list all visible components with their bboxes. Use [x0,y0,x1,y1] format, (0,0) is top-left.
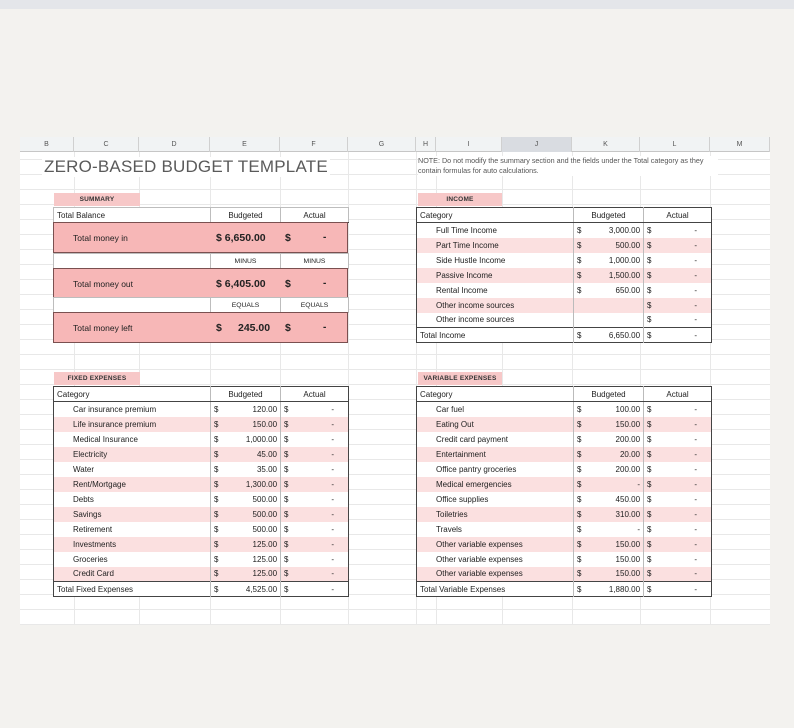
row-category: Other variable expenses [436,554,523,564]
row-budget-value[interactable] [588,298,644,313]
row-actual-symbol: $ [644,417,658,432]
row-budget-value[interactable]: 125.00 [225,537,281,552]
row-budget-symbol: $ [211,432,225,447]
row-category: Side Hustle Income [436,255,506,265]
income-category-header: Category [417,208,574,223]
total-money-out-actual-symbol: $ [285,278,291,290]
row-actual-symbol: $ [281,447,295,462]
row-budget-value[interactable]: 650.00 [615,285,641,295]
column-header-d[interactable]: D [139,137,210,152]
row-actual-symbol: $ [281,477,295,492]
summary-tag: SUMMARY [54,193,140,206]
table-row[interactable] [54,567,349,582]
row-category: Other income sources [417,298,574,313]
row-category: Investments [54,537,211,552]
table-row[interactable] [54,462,349,477]
table-row[interactable] [417,283,712,298]
table-row[interactable] [417,417,712,432]
row-actual-symbol: $ [281,522,295,537]
row-budget-symbol: $ [574,522,588,537]
column-header-h[interactable]: H [416,137,436,152]
row-budget-value[interactable]: 125.00 [252,554,278,564]
row-category: Electricity [54,447,211,462]
row-actual-symbol: $ [281,507,295,522]
row-actual-symbol: $ [644,567,658,582]
table-row[interactable] [417,537,712,552]
table-row[interactable] [54,432,349,447]
row-budget-symbol: $ [574,223,588,238]
row-actual-value[interactable]: - [694,404,698,414]
row-budget-value[interactable]: - [588,477,644,492]
total-money-left-label: Total money left [73,323,133,333]
row-category: Passive Income [417,268,574,283]
row-budget-symbol: $ [574,552,588,567]
table-row[interactable] [54,492,349,507]
row-budget-value[interactable]: 150.00 [588,417,644,432]
row-budget-value[interactable]: 500.00 [252,524,278,534]
row-budget-value[interactable]: 200.00 [615,434,641,444]
total-money-left-actual[interactable]: - [323,322,327,333]
table-row[interactable] [54,537,349,552]
row-actual-symbol: $ [281,417,295,432]
top-band [0,0,794,9]
row-budget-symbol: $ [211,522,225,537]
total-money-in-value[interactable]: $ 6,650.00 [216,232,266,244]
minus-label-actual: MINUS [281,254,349,269]
formula-note: NOTE: Do not modify the summary section and the fields under the Total category as they contain formulas for auto calculations. [418,156,718,176]
row-budget-value[interactable]: 120.00 [252,404,278,414]
summary-budgeted-header: Budgeted [211,208,281,223]
row-actual-value[interactable]: - [295,537,349,552]
income-total-actual: - [694,330,698,340]
row-actual-value[interactable]: - [295,447,349,462]
column-header-bar [20,137,770,152]
row-category: Car insurance premium [73,404,157,414]
row-budget-symbol: $ [574,238,588,253]
income-actual-header: Actual [644,208,712,223]
row-budget-symbol: $ [574,417,588,432]
row-budget-symbol: $ [211,492,225,507]
row-category: Rental Income [436,285,488,295]
table-row[interactable] [54,552,349,567]
table-row[interactable] [417,402,712,417]
fixed-total-actual-symbol: $ [281,582,295,597]
row-actual-value[interactable]: - [658,238,712,253]
row-actual-value[interactable]: - [694,434,698,444]
row-actual-value[interactable]: - [658,268,712,283]
row-actual-value[interactable]: - [295,417,349,432]
table-row[interactable] [417,313,712,328]
row-category: Other variable expenses [417,567,574,582]
row-category: Medical emergencies [417,477,574,492]
row-category: Other income sources [436,315,515,325]
table-row[interactable] [54,477,349,492]
total-money-out-value[interactable]: $ 6,405.00 [216,278,266,290]
row-budget-value[interactable]: 45.00 [225,447,281,462]
row-category: Travels [436,524,462,534]
fixed-total-actual: - [331,584,335,594]
fixed-expenses-table [53,386,349,597]
row-budget-symbol: $ [574,268,588,283]
column-header-l[interactable]: L [640,137,710,152]
row-budget-symbol: $ [211,402,225,417]
row-budget-symbol [574,313,588,328]
row-actual-value[interactable]: - [331,524,335,534]
row-category: Savings [54,507,211,522]
total-money-left-row[interactable] [53,312,348,343]
row-category: Full Time Income [436,225,497,235]
row-budget-symbol: $ [211,567,225,582]
row-actual-symbol: $ [644,238,658,253]
total-money-left-actual-symbol: $ [285,322,291,334]
row-budget-symbol: $ [211,447,225,462]
row-budget-symbol: $ [574,432,588,447]
minus-row [53,253,349,269]
row-actual-symbol: $ [644,313,658,328]
fixed-actual-header: Actual [281,387,349,402]
equals-row [53,297,349,313]
row-budget-value[interactable]: 1,000.00 [608,255,641,265]
row-category: Credit card payment [436,434,509,444]
row-budget-symbol: $ [574,492,588,507]
row-actual-symbol: $ [644,492,658,507]
row-actual-value[interactable]: - [295,477,349,492]
row-category: Other variable expenses [417,537,574,552]
row-budget-symbol: $ [211,462,225,477]
income-table [416,207,712,343]
row-budget-symbol: $ [211,477,225,492]
row-category: Retirement [73,524,113,534]
row-actual-symbol: $ [644,402,658,417]
table-row[interactable] [417,223,712,238]
row-actual-value[interactable]: - [295,507,349,522]
row-actual-symbol: $ [644,268,658,283]
table-row[interactable] [54,507,349,522]
row-budget-symbol: $ [574,283,588,298]
row-actual-value[interactable]: - [658,447,712,462]
row-budget-value[interactable]: 20.00 [588,447,644,462]
variable-total-actual: - [694,584,698,594]
total-money-left-value[interactable]: 245.00 [238,322,271,334]
row-actual-value[interactable]: - [658,477,712,492]
table-row[interactable] [54,417,349,432]
row-actual-symbol: $ [644,477,658,492]
row-actual-symbol: $ [281,432,295,447]
row-category: Eating Out [417,417,574,432]
row-budget-value[interactable]: 1,300.00 [225,477,281,492]
row-actual-value[interactable]: - [658,507,712,522]
row-actual-value[interactable]: - [331,494,335,504]
variable-total-symbol: $ [574,582,588,597]
row-budget-value[interactable]: 150.00 [225,417,281,432]
row-budget-symbol: $ [574,447,588,462]
row-actual-value[interactable]: - [658,537,712,552]
row-actual-value[interactable]: - [331,464,335,474]
row-budget-value[interactable]: 3,000.00 [608,225,641,235]
row-budget-symbol: $ [211,537,225,552]
variable-total-label: Total Variable Expenses [420,584,506,594]
table-row[interactable] [417,567,712,582]
row-budget-symbol: $ [574,567,588,582]
total-money-out-actual[interactable]: - [323,278,327,289]
column-header-f[interactable]: F [280,137,348,152]
row-budget-symbol: $ [211,507,225,522]
row-actual-symbol: $ [644,283,658,298]
table-row[interactable] [417,298,712,313]
row-actual-symbol: $ [281,402,295,417]
row-budget-value[interactable]: 500.00 [225,507,281,522]
variable-total-value: 1,880.00 [608,584,641,594]
row-actual-symbol: $ [644,432,658,447]
row-budget-value[interactable]: 35.00 [256,464,278,474]
row-budget-value[interactable]: 1,000.00 [245,434,278,444]
income-budgeted-header: Budgeted [574,208,644,223]
row-budget-symbol: $ [574,402,588,417]
total-money-in-actual[interactable]: - [323,232,327,243]
row-budget-value[interactable]: 150.00 [615,554,641,564]
row-category: Water [73,464,95,474]
equals-label-actual: EQUALS [281,298,349,313]
table-row[interactable] [417,477,712,492]
minus-label: MINUS [211,254,281,269]
row-actual-symbol: $ [281,552,295,567]
table-row[interactable] [417,522,712,537]
fixed-budgeted-header: Budgeted [211,387,281,402]
table-row[interactable] [54,402,349,417]
row-category: Car fuel [436,404,465,414]
column-header-b[interactable]: B [20,137,74,152]
summary-label: Total Balance [54,208,211,223]
row-actual-value[interactable]: - [694,255,698,265]
column-header-m[interactable]: M [710,137,770,152]
row-budget-value[interactable]: 500.00 [252,494,278,504]
table-row[interactable] [54,447,349,462]
fixed-total-value: 4,525.00 [245,584,278,594]
row-actual-symbol: $ [644,552,658,567]
table-row[interactable] [417,432,712,447]
column-header-c[interactable]: C [74,137,139,152]
row-actual-symbol: $ [281,492,295,507]
table-row[interactable] [417,462,712,477]
column-header-k[interactable]: K [572,137,640,152]
total-money-in-label: Total money in [73,233,128,243]
row-actual-value[interactable]: - [331,554,335,564]
income-total-label: Total Income [420,330,466,340]
total-money-in-row[interactable] [53,222,348,253]
row-category: Rent/Mortgage [54,477,211,492]
row-actual-value[interactable]: - [295,567,349,582]
row-category: Life insurance premium [54,417,211,432]
row-budget-symbol: $ [211,417,225,432]
row-budget-value[interactable]: 150.00 [588,537,644,552]
row-actual-value[interactable]: - [331,434,335,444]
row-budget-value[interactable]: 1,500.00 [588,268,644,283]
income-total-actual-symbol: $ [644,328,658,343]
total-money-in-actual-symbol: $ [285,232,291,244]
row-actual-symbol: $ [644,522,658,537]
row-category: Part Time Income [417,238,574,253]
income-total-value: 6,650.00 [608,330,641,340]
row-budget-symbol: $ [574,462,588,477]
table-row[interactable] [417,268,712,283]
row-budget-symbol: $ [574,253,588,268]
row-category: Office pantry groceries [436,464,517,474]
column-header-i[interactable]: I [436,137,502,152]
variable-total-actual-symbol: $ [644,582,658,597]
row-budget-value[interactable]: 500.00 [588,238,644,253]
table-row[interactable] [417,253,712,268]
row-budget-value[interactable]: 450.00 [615,494,641,504]
row-actual-value[interactable]: - [658,567,712,582]
total-money-out-label: Total money out [73,279,134,289]
summary-header-table [53,207,349,223]
summary-actual-header: Actual [281,208,349,223]
table-row[interactable] [417,447,712,462]
row-actual-value[interactable]: - [331,404,335,414]
variable-category-header: Category [417,387,574,402]
table-row[interactable] [54,522,349,537]
row-category: Groceries [73,554,108,564]
fixed-total-symbol: $ [211,582,225,597]
row-actual-symbol: $ [644,462,658,477]
row-budget-symbol: $ [211,552,225,567]
row-budget-symbol: $ [574,537,588,552]
row-budget-value[interactable]: 200.00 [615,464,641,474]
row-actual-symbol: $ [281,462,295,477]
row-actual-value[interactable]: - [658,298,712,313]
page-title: ZERO-BASED BUDGET TEMPLATE [44,157,328,176]
variable-actual-header: Actual [644,387,712,402]
row-actual-symbol: $ [644,298,658,313]
row-actual-symbol: $ [644,223,658,238]
variable-budgeted-header: Budgeted [574,387,644,402]
table-row[interactable] [417,552,712,567]
row-category: Entertainment [417,447,574,462]
total-money-out-row[interactable] [53,268,348,299]
row-budget-symbol: $ [574,477,588,492]
column-header-g[interactable]: G [348,137,416,152]
row-actual-value[interactable]: - [658,417,712,432]
row-budget-value[interactable]: 150.00 [588,567,644,582]
variable-expenses-tag: VARIABLE EXPENSES [418,372,502,385]
equals-label: EQUALS [211,298,281,313]
row-budget-value[interactable]: 125.00 [225,567,281,582]
row-actual-symbol: $ [644,447,658,462]
row-actual-symbol: $ [281,537,295,552]
row-actual-value[interactable]: - [694,464,698,474]
table-row[interactable] [417,492,712,507]
table-row[interactable] [417,507,712,522]
row-actual-symbol: $ [644,507,658,522]
row-actual-value[interactable]: - [694,225,698,235]
row-actual-value[interactable]: - [694,554,698,564]
row-category: Debts [73,494,94,504]
row-budget-value[interactable]: 100.00 [615,404,641,414]
fixed-total-label: Total Fixed Expenses [57,584,134,594]
row-actual-symbol: $ [644,537,658,552]
total-money-left-symbol: $ [216,322,222,334]
income-tag: INCOME [418,193,502,206]
row-actual-symbol: $ [644,253,658,268]
table-row[interactable] [417,238,712,253]
row-budget-value[interactable]: 310.00 [588,507,644,522]
row-budget-value[interactable] [588,313,644,328]
row-actual-value[interactable]: - [694,524,698,534]
fixed-category-header: Category [54,387,211,402]
variable-expenses-table [416,386,712,597]
column-header-j[interactable]: J [502,137,572,152]
row-actual-value[interactable]: - [694,315,698,325]
income-total-symbol: $ [574,328,588,343]
row-category: Office supplies [436,494,489,504]
row-budget-symbol [574,298,588,313]
row-category: Credit Card [54,567,211,582]
fixed-expenses-tag: FIXED EXPENSES [54,372,140,385]
row-category: Toiletries [417,507,574,522]
row-category: Medical Insurance [73,434,138,444]
column-header-e[interactable]: E [210,137,280,152]
row-actual-symbol: $ [281,567,295,582]
row-budget-symbol: $ [574,507,588,522]
row-budget-value[interactable]: - [637,524,641,534]
row-actual-value[interactable]: - [694,285,698,295]
row-actual-value[interactable]: - [694,494,698,504]
